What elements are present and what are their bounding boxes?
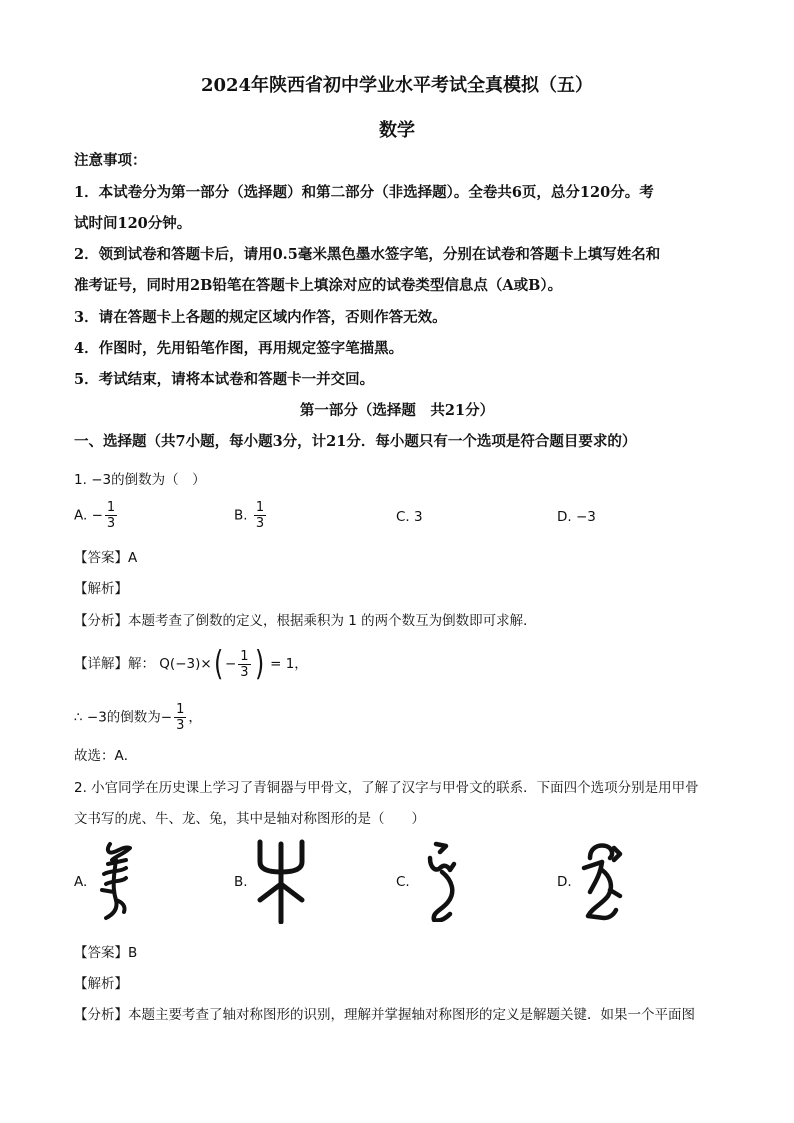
answer-tag: 【答案】 <box>74 550 128 566</box>
q2-fenxi-line <box>74 1003 695 1023</box>
option-d-label: D. <box>557 874 572 890</box>
notice-item-2-cont: 准考证号，同时用2B铅笔在答题卡上填涂对应的试卷类型信息点（A或B）。 <box>74 277 563 294</box>
answer-tag: 【答案】 <box>74 945 128 961</box>
page-title: 2024年陕西省初中学业水平考试全真模拟（五） <box>200 75 594 96</box>
notice-item-1: 1．本试卷分为第一部分（选择题）和第二部分（非选择题）。全卷共6页，总分120分。考 <box>74 184 654 201</box>
q2-answer-line <box>74 941 137 961</box>
fenxi-tag: 【分析】 <box>74 1007 128 1023</box>
option-c <box>396 509 423 525</box>
notice-item-1-cont: 试时间120分钟。 <box>74 215 192 232</box>
detail-prefix: 解： <box>128 656 155 672</box>
choose-line: 故选：A． <box>74 748 138 764</box>
option-fraction: $\frac{1}{3}$ <box>106 500 116 531</box>
tiger-oracle-glyph <box>96 840 136 922</box>
option-b <box>234 500 268 531</box>
rabbit-oracle-glyph <box>580 840 626 922</box>
answer-value: B <box>128 945 138 961</box>
conclusion-fraction: $\frac{1}{3}$ <box>176 702 185 733</box>
q2-analysis-tag: 【解析】 <box>74 976 128 992</box>
section-heading: 一、选择题（共7小题，每小题3分，计21分．每小题只有一个选项是符合题目要求的） <box>74 433 637 450</box>
part1-heading: 第一部分（选择题 共21分） <box>299 402 495 419</box>
question-number: 1. <box>74 472 87 488</box>
question-value: −3 <box>91 472 112 488</box>
fenxi-line <box>74 609 537 629</box>
fenxi-tag: 【分析】 <box>74 613 128 629</box>
option-c-label: C. <box>396 874 410 890</box>
option-a <box>74 500 119 531</box>
answer-line <box>74 546 137 566</box>
option-sign: − <box>91 507 103 524</box>
conclusion-text: ∴ −3的倒数为− <box>74 709 173 726</box>
option-a-label: A. <box>74 874 88 890</box>
notice-item-2: 2．领到试卷和答题卡后，请用0.5毫米黑色墨水签字笔，分别在试卷和答题卡上填写姓名和 <box>74 246 661 263</box>
answer-value: A <box>128 550 138 566</box>
question-text: 的倒数为（ ） <box>111 472 206 488</box>
option-d <box>557 509 596 525</box>
subject-title: 数学 <box>379 120 415 141</box>
detail-fraction: $\frac{1}{3}$ <box>240 648 249 680</box>
notice-item-5: 5．考试结束，请将本试卷和答题卡一并交回。 <box>74 371 375 388</box>
question-2-stem-line2: 文书写的虎、牛、龙、兔，其中是轴对称图形的是（ ） <box>74 811 425 827</box>
question-1-stem <box>74 468 206 488</box>
option-label: B. <box>234 507 248 524</box>
option-text: −3 <box>575 509 596 525</box>
option-label: C. <box>396 509 410 525</box>
question-2-stem-line1: 2. 小官同学在历史课上学习了青铜器与甲骨文，了解了汉字与甲骨文的联系．下面四个选项分别是用甲骨 <box>74 780 699 796</box>
option-fraction: $\frac{1}{3}$ <box>255 500 265 531</box>
detail-line: 【详解】解： Q(−3)×( − $\frac{1}{3}$ ) = 1， <box>74 644 308 684</box>
ox-oracle-glyph <box>254 838 308 924</box>
fenxi-text: 本题主要考查了轴对称图形的识别，理解并掌握轴对称图形的定义是解题关键．如果一个平面图 <box>128 1007 695 1023</box>
option-label: A. <box>74 507 88 524</box>
detail-result: = 1， <box>270 656 308 672</box>
conclusion-line: ∴ −3的倒数为− $\frac{1}{3}$ ， <box>74 702 202 733</box>
dragon-oracle-glyph <box>422 840 462 922</box>
detail-expression: Q(−3)× <box>159 656 212 672</box>
analysis-tag: 【解析】 <box>74 581 128 597</box>
notice-item-4: 4．作图时，先用铅笔作图，再用规定签字笔描黑。 <box>74 340 404 357</box>
notice-item-3: 3．请在答题卡上各题的规定区域内作答，否则作答无效。 <box>74 309 447 326</box>
detail-tag: 【详解】 <box>74 656 128 672</box>
notice-heading: 注意事项： <box>74 152 147 169</box>
fenxi-text: 本题考查了倒数的定义，根据乘积为 1 的两个数互为倒数即可求解． <box>128 613 537 629</box>
option-label: D. <box>557 509 572 525</box>
option-b-label: B. <box>234 874 248 890</box>
option-text: 3 <box>414 509 423 525</box>
